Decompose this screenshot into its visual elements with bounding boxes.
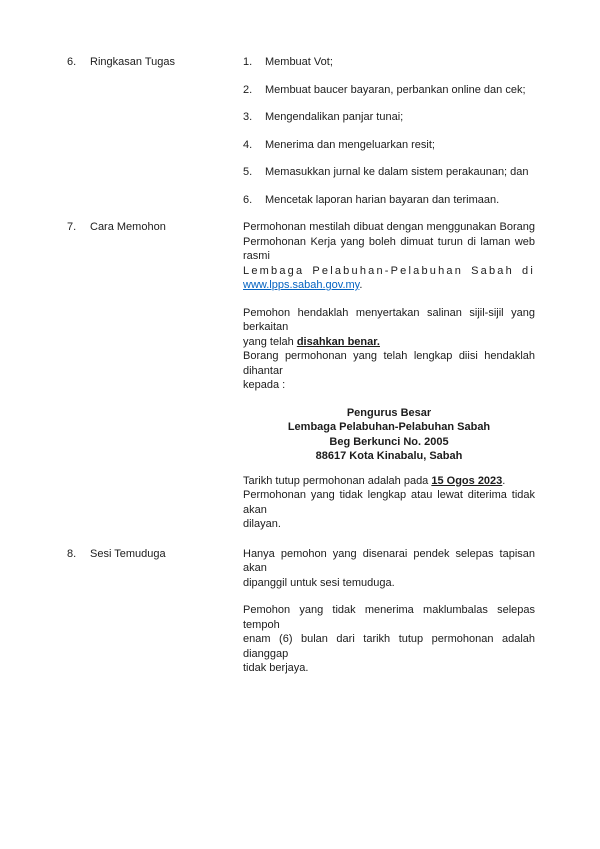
text-line: Pemohon yang tidak menerima maklumbalas selepas tempoh [243,604,535,631]
task-item [243,165,535,180]
task-list [243,55,535,220]
text-span: . [502,474,506,487]
task-number: 1. [243,56,253,68]
text-span: yang telah [243,335,297,348]
text-line: enam (6) bulan dari tarikh tutup permohonan adalah dianggap [243,633,535,660]
body-paragraph-shortlist [243,547,535,591]
task-text: Memasukkan jurnal ke dalam sistem perakaunan; dan [265,166,529,178]
text-line: dipanggil untuk sesi temuduga. [243,576,395,589]
text-line: kepada : [243,379,286,391]
certified-true-emphasis: disahkan benar. [296,335,380,348]
text-line: Pemohon hendaklah menyertakan salinan sijil-sijil yang berkaitan [243,306,535,333]
section-number: 8. [67,547,77,560]
text-line [243,335,535,350]
section-title: Ringkasan Tugas [90,56,175,68]
section-body [243,547,535,676]
text-line: Hanya pemohon yang disenarai pendek selepas tapisan akan [243,547,535,574]
text-line [243,278,535,293]
body-paragraph-no-feedback [243,603,535,676]
section-cara-memohon [67,220,535,532]
address-line-organisation: Lembaga Pelabuhan-Pelabuhan Sabah [287,421,491,433]
task-number: 2. [243,83,253,96]
text-line: dilayan. [243,518,281,530]
website-link[interactable]: www.lpps.sabah.gov.my [243,279,360,291]
closing-date-emphasis: 15 Ogos 2023 [431,474,503,487]
task-number: 5. [243,166,253,178]
task-text: Mengendalikan panjar tunai; [265,111,404,123]
body-paragraph-certificates [243,306,535,350]
section-number: 7. [67,221,77,233]
text-line: Permohonan Kerja yang boleh dimuat turun di laman web rasmi [243,235,535,262]
text-line: Permohonan mestilah dibuat dengan menggunakan Borang [243,221,535,233]
text-line [243,474,535,489]
body-paragraph-closing-date [243,474,535,532]
task-text: Membuat Vot; [265,56,333,68]
text-span: Tarikh tutup permohonan adalah pada [243,474,432,487]
task-text: Mencetak laporan harian bayaran dan terimaan. [265,193,500,206]
text-line: Permohonan yang tidak lengkap atau lewat diterima tidak akan [243,489,535,516]
link-period: . [359,279,363,291]
task-item [243,83,535,98]
section-number: 6. [67,56,77,68]
task-item [243,138,535,153]
mailing-address-block [243,406,535,464]
task-item [243,55,535,70]
body-paragraph-send-to [243,349,535,393]
address-line-recipient: Pengurus Besar [346,406,432,419]
section-sesi-temuduga [67,547,535,676]
task-text: Menerima dan mengeluarkan resit; [265,138,435,151]
task-number: 3. [243,111,253,123]
text-line: tidak berjaya. [243,662,309,674]
text-line: Borang permohonan yang telah lengkap diisi hendaklah dihantar [243,350,535,377]
address-line-city: 88617 Kota Kinabalu, Sabah [315,450,463,462]
address-line-pobox: Beg Berkunci No. 2005 [329,435,449,448]
section-title: Cara Memohon [90,221,166,233]
text-line-letterspaced: Lembaga Pelabuhan-Pelabuhan Sabah di [243,264,535,277]
section-title: Sesi Temuduga [90,547,166,560]
section-ringkasan-tugas [67,55,535,220]
task-text: Membuat baucer bayaran, perbankan online dan cek; [265,83,526,96]
body-paragraph-application-form [243,220,535,293]
task-item [243,110,535,125]
task-item [243,193,535,208]
task-number: 4. [243,138,253,151]
task-number: 6. [243,193,253,206]
section-body [243,220,535,532]
